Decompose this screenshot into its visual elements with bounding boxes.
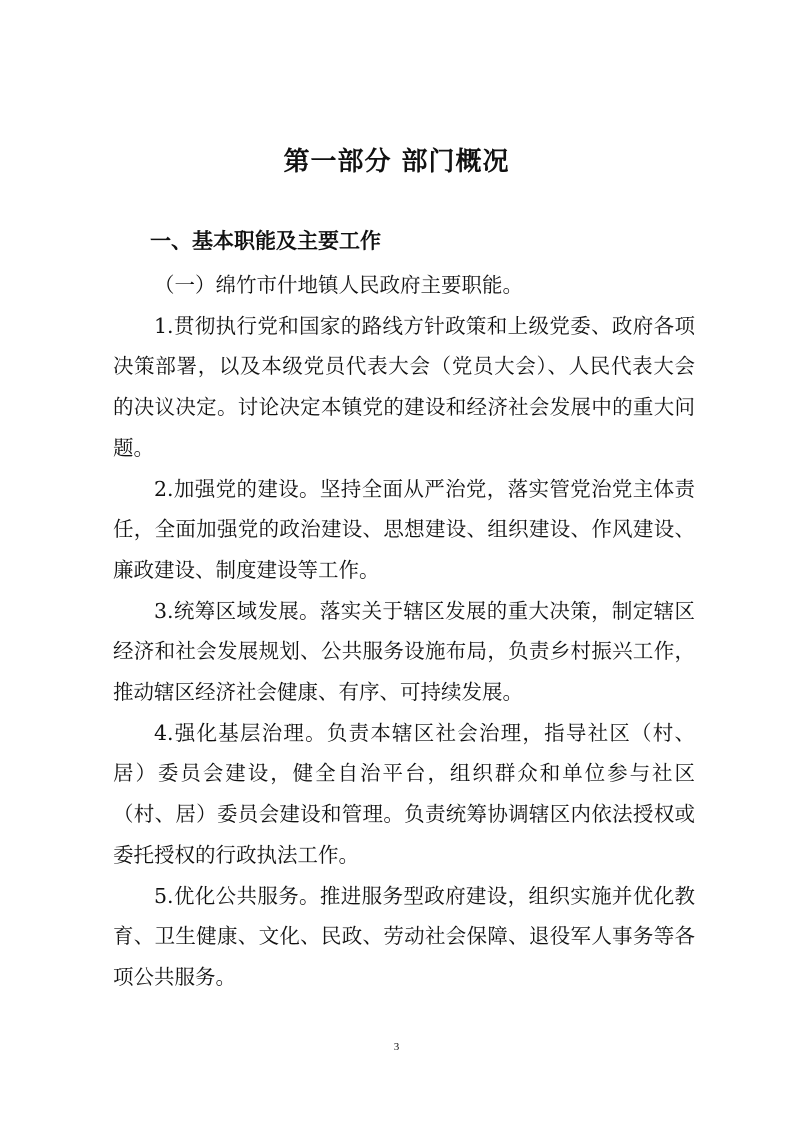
paragraph-1: 1.贯彻执行党和国家的路线方针政策和上级党委、政府各项决策部署，以及本级党员代表大会（党员大会）、人民代表大会的决议决定。讨论决定本镇党的建设和经济社会发展中的重大问题。 — [113, 313, 695, 460]
paragraph-5: 5.优化公共服务。推进服务型政府建设，组织实施并优化教育、卫生健康、文化、民政、劳动社会保障、退役军人事务等各项公共服务。 — [113, 883, 695, 989]
document-body — [113, 265, 695, 998]
subheading: （一）绵竹市什地镇人民政府主要职能。 — [154, 273, 523, 297]
part-title: 第一部分 部门概况 — [283, 147, 510, 177]
paragraph-2: 2.加强党的建设。坚持全面从严治党，落实管党治党主体责任，全面加强党的政治建设、思想建设、组织建设、作风建设、廉政建设、制度建设等工作。 — [113, 476, 695, 582]
paragraph-3: 3.统筹区域发展。落实关于辖区发展的重大决策，制定辖区经济和社会发展规划、公共服务设施布局，负责乡村振兴工作，推动辖区经济社会健康、有序、可持续发展。 — [113, 598, 695, 705]
paragraph-4: 4.强化基层治理。负责本辖区社会治理，指导社区（村、居）委员会建设，健全自治平台，组织群众和单位参与社区（村、居）委员会建设和管理。负责统筹协调辖区内依法授权或委托授权的行政执法工作。 — [113, 720, 695, 867]
page-number: 3 — [393, 1041, 400, 1053]
section-heading: 一、基本职能及主要工作 — [150, 229, 381, 253]
